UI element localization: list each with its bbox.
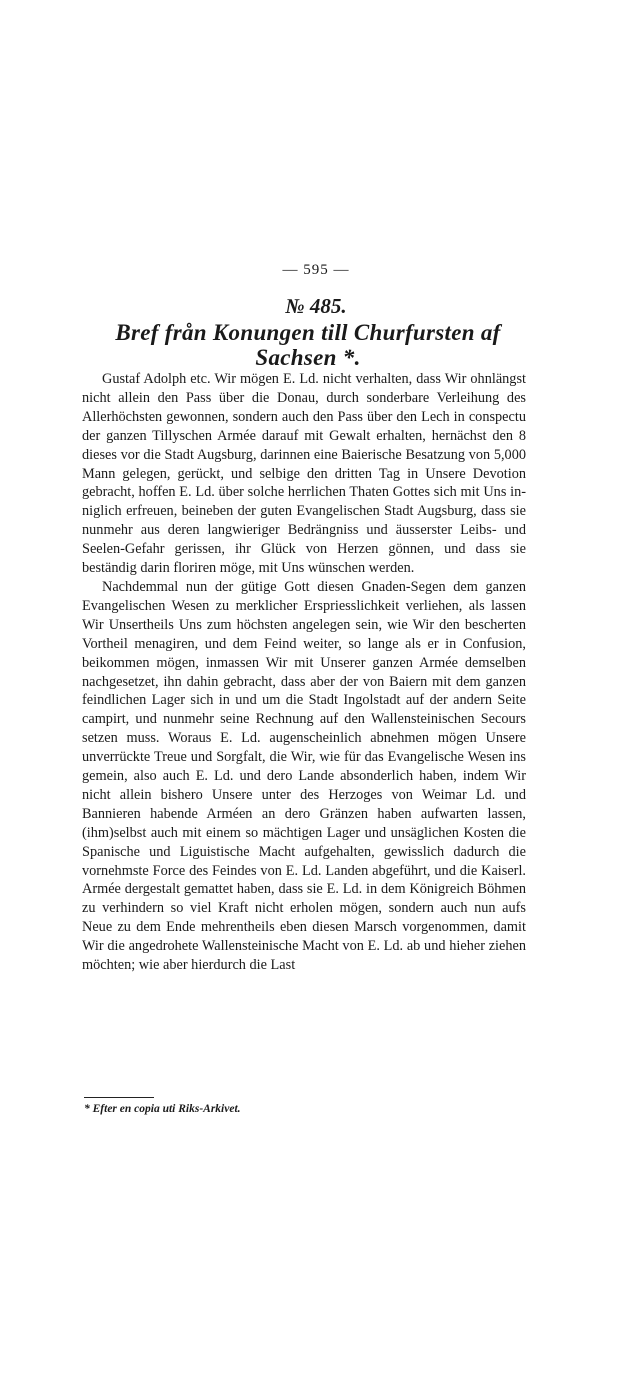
page-number: — 595 — <box>282 262 350 278</box>
footnote-rule <box>84 1097 154 1098</box>
body-text <box>82 370 526 975</box>
document-number: № 485. <box>285 294 347 318</box>
paragraph-2: Nachdemmal nun der gütige Gott diesen Gnaden-Segen dem ganzen Evangelischen Wesen zu merklicher Erspriesslichkeit verliehen, als lassen Wir Unsertheils Uns zum höchsten angelegen sein, wie Wir den bescherten Vortheil menagiren, und dem Feind weiter, so lange als er in Confusion, beikommen mögen, inmassen Wir mit Unserer ganzen Armée demselben nachgesetzet, ihn dahin gebracht, dass aber der von Baiern mit dem ganzen feindlichen Lager sich in und um die Stadt Ingolstadt auf der andern Seite campirt, und nunmehr seine Rechnung auf den Wallensteinischen Secours setzen muss. Woraus E. Ld. augenscheinlich abnehmen mögen Unsere unverrückte Treue und Sorgfalt, die Wir, wie für das Evangelische Wesen ins gemein, also auch E. Ld. und dero Lande absonderlich haben, indem Wir nicht allein bishero Unsere unter des Herzoges von Weimar Ld. und Bannieren habende Arméen an dero Gränzen haben aufwarten lassen, (ihm)selbst auch mit einem so mächtigen Lager und unsäglichen Kosten die Spanische und Liguistische Macht aufgehalten, gewisslich dadurch die vornehmste Force des Feindes von E. Ld. Landen abgeführt, und die Kaiserl. Armée dergestalt gemattet haben, dass sie E. Ld. in dem Königreich Böhmen zu verhindern so viel Kraft nicht erholen mögen, sondern auch nun aufs Neue zu dem Ende mehrentheils eben diesen Marsch vorgenommen, damit Wir die angedrohete Wallensteinische Macht von E. Ld. ab und hieher ziehen möchten; wie aber hierdurch die Last <box>82 578 526 974</box>
footnote: * Efter en copia uti Riks-Arkivet. <box>84 1103 241 1115</box>
letter-title: Bref från Konungen till Churfursten af Sachsen *. <box>115 320 501 370</box>
paragraph-1: Gustaf Adolph etc. Wir mögen E. Ld. nicht verhalten, dass Wir ohnlängst nicht allein den Pass über die Donau, durch sonderbare Verleihung des Allerhöchsten gewonnen, sondern auch den Pass über den Lech in conspectu der ganzen Tillyschen Armée darauf mit Gewalt erhalten, hernächst den 8 dieses vor die Stadt Augsburg, darinnen eine Baierische Besatzung von 5,000 Mann gelegen, gerückt, und selbige den dritten Tag in Unsere Devotion gebracht, hoffen E. Ld. über solche herrlichen Thaten Gottes sich mit Uns inniglich erfreuen, beineben der guten Evangelischen Stadt Augsburg, dass sie nunmehr aus deren langwieriger Bedrängniss und äusserster Leibs- und Seelen-Gefahr gerissen, ihr Glück von Herzen gönnen, und dass sie beständig darin floriren möge, mit Uns wünschen werden. <box>82 371 526 577</box>
